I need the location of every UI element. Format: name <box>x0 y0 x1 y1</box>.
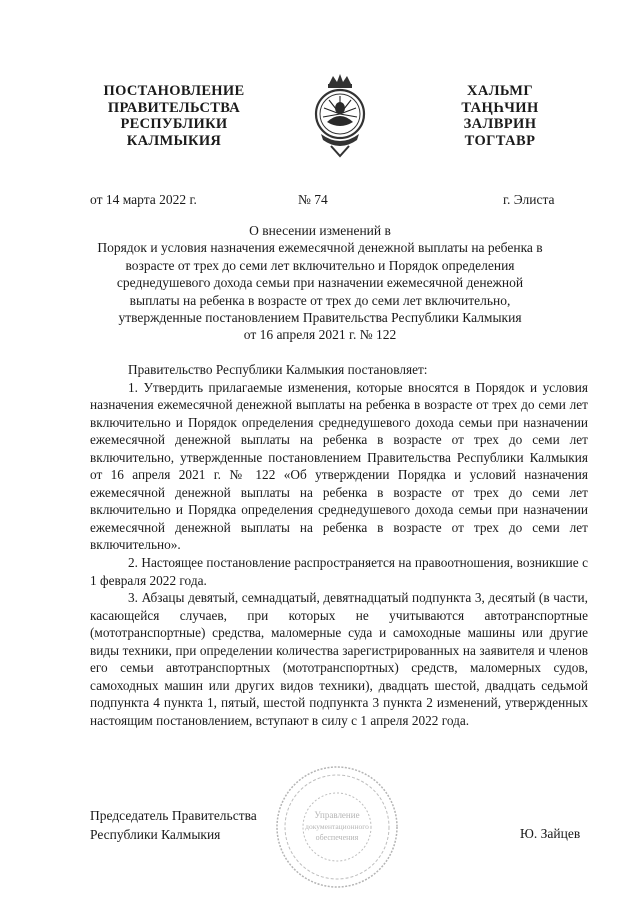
stamp-line: документационного <box>305 822 369 831</box>
document-title <box>70 222 570 344</box>
title-line: выплаты на ребенка в возрасте от трех до семи лет включительно, <box>129 292 511 308</box>
header-right-line: ЗАЛВРИН <box>463 116 537 132</box>
title-line: среднедушевого дохода семьи при назначении ежемесячной денежной <box>116 275 524 291</box>
signatory-position-line: Республики Калмыкия <box>90 826 221 842</box>
document-date: от 14 марта 2022 г. <box>90 192 197 207</box>
signatory-name: Ю. Зайцев <box>520 826 581 841</box>
header-left-line: ПОСТАНОВЛЕНИЕ <box>103 83 245 99</box>
kalmykia-coat-of-arms-icon <box>307 70 373 158</box>
body-intro: Правительство Республики Калмыкия постановляет: <box>128 362 428 377</box>
header-right-line: ХАЛЬМГ <box>466 83 534 99</box>
document-city: г. Элиста <box>503 192 555 207</box>
document-number: № 74 <box>298 192 328 207</box>
header-left-line: ПРАВИТЕЛЬСТВА <box>107 99 241 116</box>
title-line: утвержденные постановлением Правительства Республики Калмыкия <box>118 310 522 326</box>
title-line: Порядок и условия назначения ежемесячной денежной выплаты на ребенка в <box>97 240 543 256</box>
title-line: возрасте от трех до семи лет включительно и Порядок определения <box>125 257 515 273</box>
body-paragraph-1: 1. Утвердить прилагаемые изменения, которые вносятся в Порядок и условия назначения ежемесячной денежной выплаты на ребенка в возрасте от трех до семи лет включительно и Порядок определения среднедушевого дохода семьи при назначении ежемесячной денежной выплаты на ребенка в возрасте от трех до семи лет включительно, утвержденные постановлением Правительства Республики Калмыкия от 16 апреля 2021 г. № 122 «Об утверждении Порядка и условий назначения ежемесячной денежной выплаты на ребенка в возрасте от трех до семи лет включительно и Порядка определения среднедушевого дохода семьи при назначении ежемесячной денежной выплаты на ребенка в возрасте от трех до семи лет включительно». <box>90 379 588 553</box>
header-right-title <box>440 83 560 149</box>
header-right-line: ТАҢҺЧИН <box>461 99 539 116</box>
title-line: от 16 апреля 2021 г. № 122 <box>243 327 397 343</box>
header-left-line: РЕСПУБЛИКИ <box>120 116 228 132</box>
official-stamp <box>272 762 402 892</box>
header-right-line: ТОГТАВР <box>464 132 536 149</box>
title-line: О внесении изменений в <box>249 223 391 238</box>
body-paragraph-3: 3. Абзацы девятый, семнадцатый, девятнадцатый подпункта 3, десятый (в части, касающейся случаев, при которых не учитываются автотранспортные (мототранспортные) средства, маломерные суда и самоходные машины или другие виды техники, при определении количества зарегистрированных на заявителя и членов его семьи автотранспортных (мототранспортных) средств, маломерных судов, самоходных машин или других видов техники), двадцать шестой, двадцать седьмой подпункта 4 пункта 1, пятый, шестой подпункта 3 пункта 2 изменений, утвержденных настоящим постановлением, вступают в силу с 1 апреля 2022 года. <box>90 590 588 728</box>
signatory-position-line: Председатель Правительства <box>90 808 257 823</box>
header-left-title <box>84 83 264 149</box>
header-left-line: КАЛМЫКИЯ <box>126 132 222 149</box>
document-body <box>90 361 588 729</box>
body-paragraph-2: 2. Настоящее постановление распространяется на правоотношения, возникшие с 1 февраля 2022 года. <box>90 555 588 588</box>
signatory-position <box>90 807 257 844</box>
stamp-line: обеспечения <box>315 833 359 842</box>
stamp-line: Управление <box>314 810 360 820</box>
